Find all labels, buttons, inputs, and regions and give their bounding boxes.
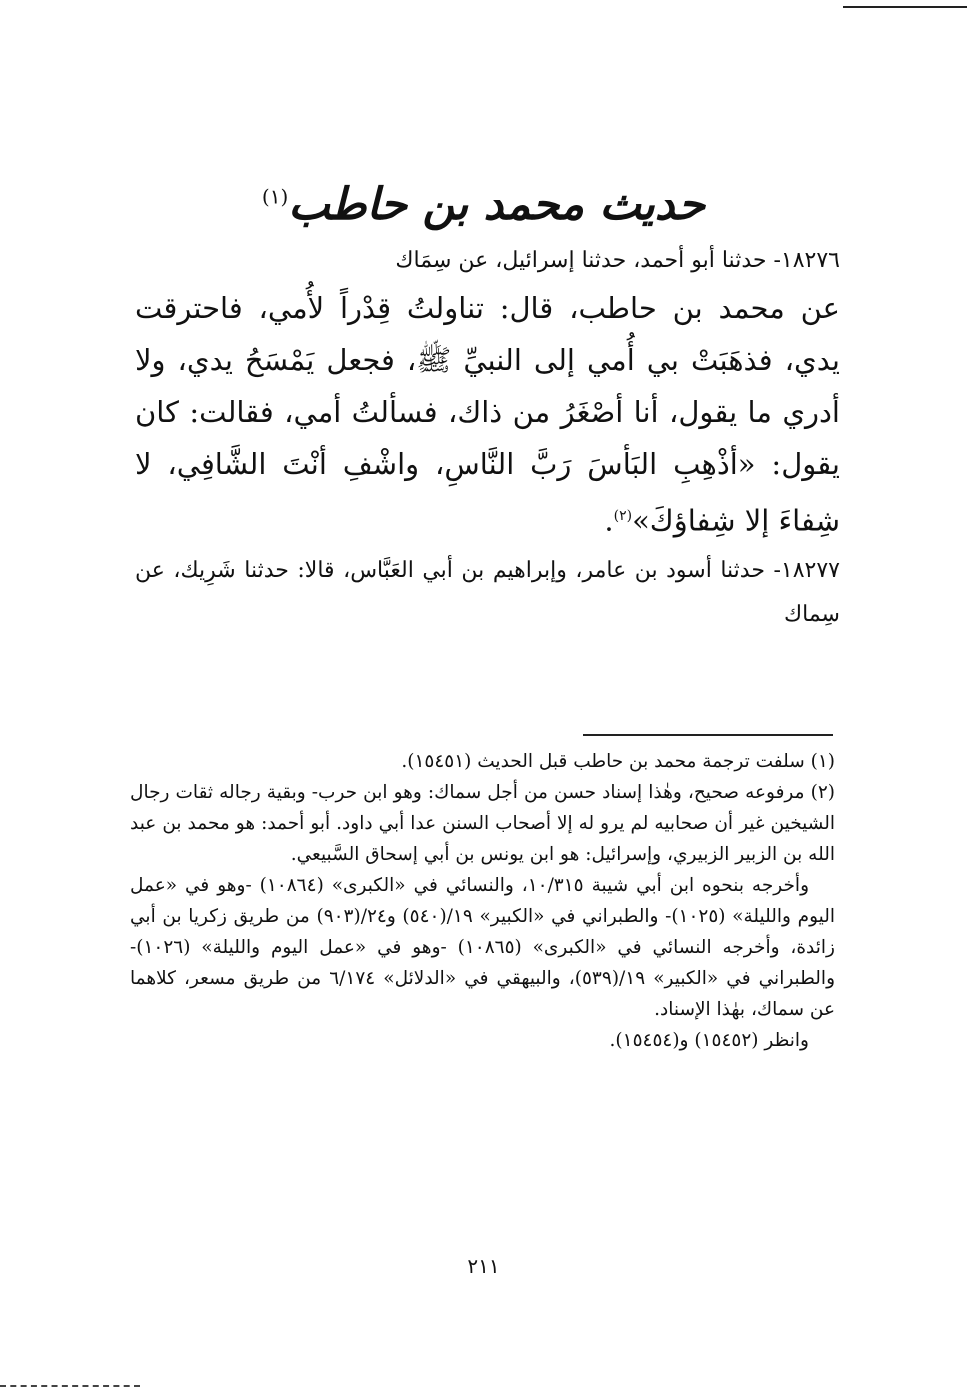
footnote-2: (٢) مرفوعه صحيح، وهٰذا إسناد حسن من أجل سماك: وهو ابن حرب- وبقية رجاله ثقات رجال الشيخين غير أن صحابيه لم يرو له إلا أصحاب السنن عدا أبي داود. أبو أحمد: هو محمد بن عبد الله بن الزبير الزبيري، وإسرائيل: هو ابن يونس بن أبي إسحاق السَّبيعي. [130,782,835,865]
footnote-2-see-also: وانظر (١٥٤٥٢) و(١٥٤٥٤). [609,1030,809,1051]
hadith-18276-isnad: ١٨٢٧٦- حدثنا أبو أحمد، حدثنا إسرائيل، عن سِمَاك [395,248,840,273]
hadith-18277-isnad: ١٨٢٧٧- حدثنا أسود بن عامر، وإبراهيم بن أبي العَبَّاس، قالا: حدثنا شَرِيك، عن سِماك [135,557,840,627]
hadith-18276 [135,240,840,547]
hadith-18276-matn-text: عن محمد بن حاطب، قال: تناولتُ قِدْراً لأُمي، فاحترقت يدي، فذهَبَتْ بي أُمي إلى النبيِّ ﷺ، فجعل يَمْسَحُ يدي، ولا أدري ما يقول، أنا أصْغَرُ من ذاك، فسألتُ أمي، فقالت: كان يقول: «أذْهِبِ البَأسَ رَبَّ النَّاسِ، واشْفِ أنْتَ الشَّافِي، لا شِفاءَ إلا شِفاؤكَ» [135,291,840,538]
footnote-2-sources: وأخرجه بنحوه ابن أبي شيبة ١٠/٣١٥، والنسائي في «الكبرى» (١٠٨٦٤) -وهو في «عمل اليوم والليلة» (١٠٢٥)- والطبراني في «الكبير» ١٩/(٥٤٠) و٢٤/(٩٠٣) من طريق زكريا بن أبي زائدة، وأخرجه النسائي في «الكبرى» (١٠٨٦٥) -وهو في «عمل اليوم والليلة» (١٠٢٦)- والطبراني في «الكبير» ١٩/(٥٣٩)، والبيهقي في «الدلائل» ٦/١٧٤ من طريق مسعر، كلاهما عن سماك، بهٰذا الإسناد. [130,875,836,1020]
hadith-18276-matn [135,282,840,547]
hadith-18276-footnote-mark: (٢) [613,508,633,524]
section-title-text: حديث محمد بن حاطب [288,179,706,231]
scan-edge-mark [0,1385,140,1387]
page-number: ٢١١ [467,1254,500,1278]
hadith-18277 [135,549,840,637]
footnotes [130,746,835,1056]
section-title [0,179,967,232]
footnote-1: (١) سلفت ترجمة محمد بن حاطب قبل الحديث (١٥٤٥١). [401,751,835,772]
footnote-separator [583,734,833,736]
hadith-18276-end: . [604,503,614,538]
title-footnote-mark: (١) [261,184,289,209]
top-border-line [843,6,967,8]
main-text [135,240,840,637]
